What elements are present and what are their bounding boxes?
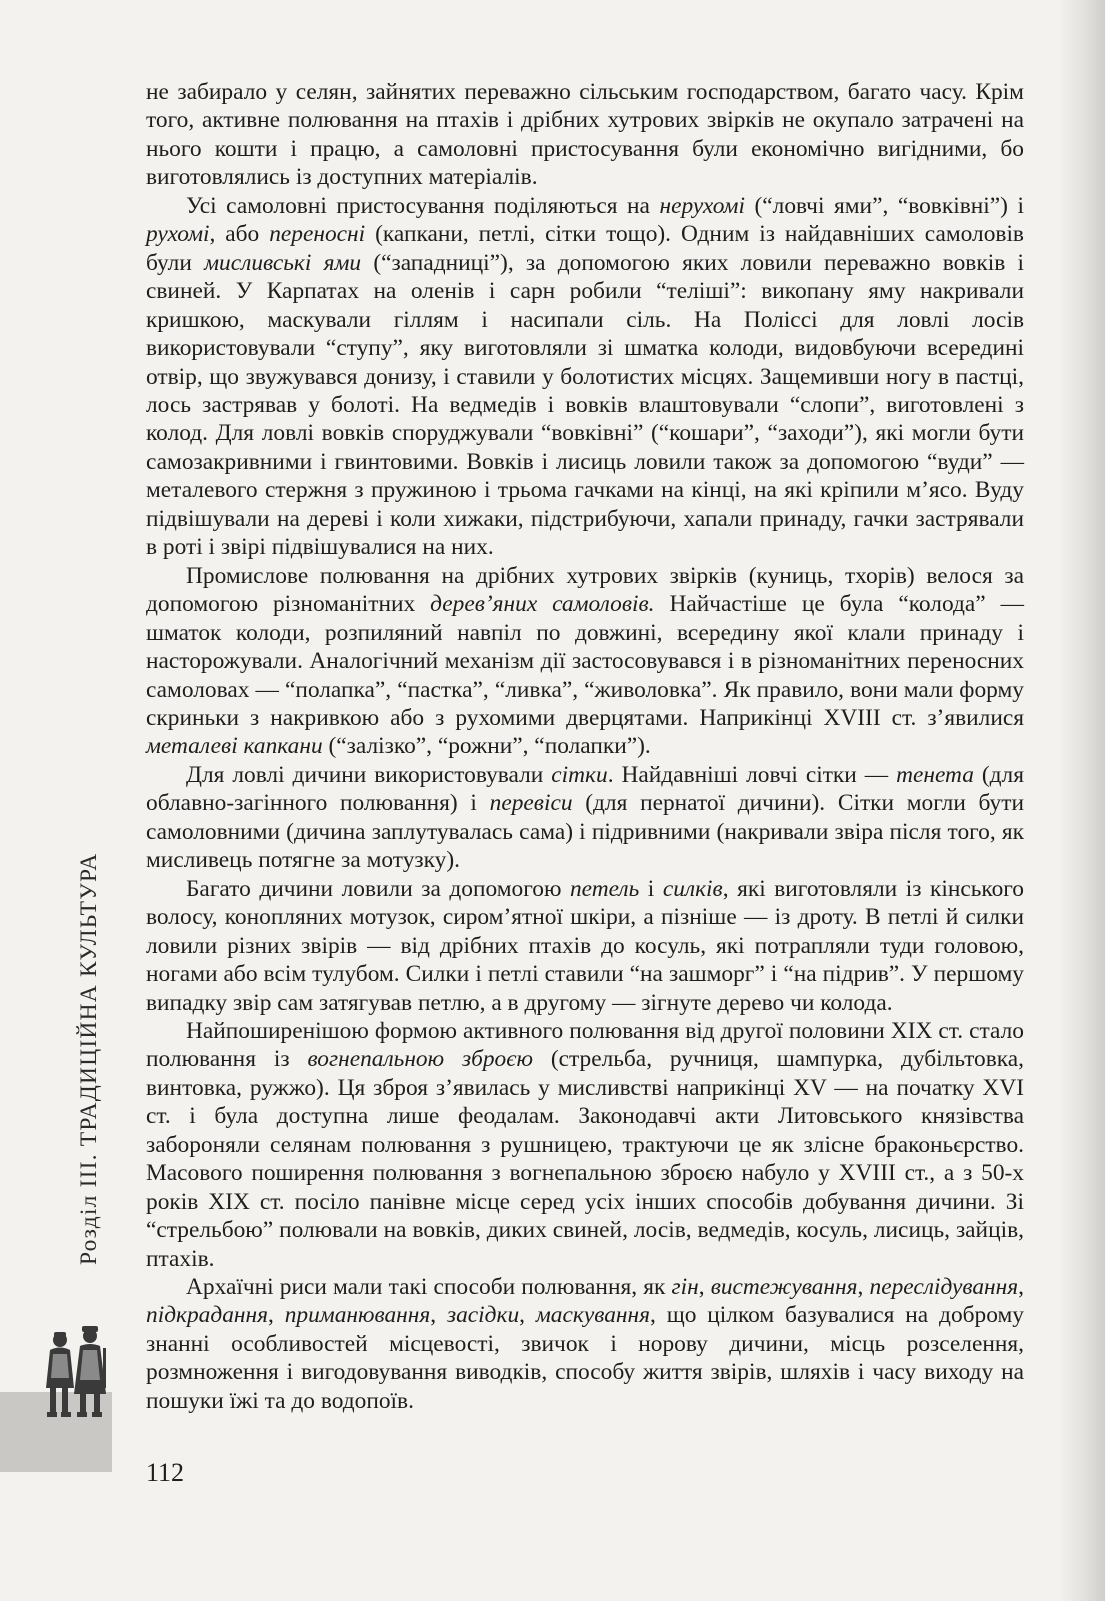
text-run: , які виготовляли із кінського волосу, конопляних мотузок, сиром’ятної шкіри, а пізніше — із дроту. В петлі й силки ловили різних звірів — від дрібних птахів до косуль, які потрапляли туди головою, ногами або всім тулубом. Силки і петлі ставили “на зашморг” і “на підрив”. У першому випадку звір сам затягував петлю, а в другому — зігнуте дерево чи колода. — [146, 875, 1024, 1016]
italic-term: приманювання — [284, 1302, 431, 1329]
paragraph — [146, 192, 1024, 562]
italic-term: вистежування — [710, 1274, 858, 1301]
italic-term: переносні — [269, 221, 366, 248]
italic-term: тенета — [896, 761, 974, 788]
text-run: Промислове полювання на дрібних хутрових звірків (куниць, тхорів) велося за допомогою різноманітних — [146, 562, 1024, 618]
italic-term: маскування — [535, 1302, 650, 1329]
section-side-title: Розділ III. ТРАДИЦІЙНА КУЛЬТУРА — [76, 852, 102, 1265]
text-run: , — [698, 1274, 711, 1301]
italic-term: дерев’яних самоловів. — [430, 591, 655, 618]
text-run: (для облавно-загінного полювання) і — [146, 761, 1024, 817]
paragraph — [146, 562, 1024, 761]
italic-term: засідки — [446, 1302, 520, 1329]
paragraph — [146, 875, 1024, 1017]
text-run: (стрельба, ручниця, шампурка, дубільтовка, винтовка, ружжо). Ця зброя з’явилась у мисливстві наприкінці XV — на початку XVI ст. і була доступна лише феодалам. Законодавчі акти Литовського князівства забороняли селянам полювання з рушницею, трактуючи це як злісне браконьєрство. Масового поширення полювання з вогнепальною зброєю набуло у XVIII ст., а з 50-х років XIX ст. посіло панівне місце серед усіх інших способів добування дичини. Зі “стрельбою” полювали на вовків, диких свиней, лосів, ведмедів, косуль, лисиць, зайців, птахів. — [146, 1046, 1025, 1272]
paragraph — [146, 761, 1024, 875]
paragraph — [146, 78, 1024, 192]
italic-term: вогнепальною зброєю — [307, 1046, 533, 1073]
text-run: (“западниці”), за допомогою яких ловили переважно вовків і свиней. У Карпатах на оленів і сарн робили “теліші”: викопану яму накривали кришкою, маскували гіллям і насипали сіль. На Поліссі для ловлі лосів використовували “ступу”, яку виготовляли зі шматка колоди, видовбуючи всередині отвір, що звужувався донизу, і ставили у болотистих місцях. Защемивши ногу в пастці, лось застрявав у болоті. На ведмедів і вовків влаштовували “слопи”, виготовлені з колод. Для ловлі вовків споруджували “вовківні” (“кошари”, “заходи”), які могли бути самозакривними і гвинтовими. Вовків і лисиць ловили також за допомогою “вуди” — металевого стержня з пружиною і трьома гачками на кінці, на які кріпили м’ясо. Вуду підвішували на дереві і коли хижаки, підстрибуючи, хапали принаду, гачки застрявали в роті і звірі підвішувалися на них. — [146, 249, 1024, 561]
paragraph — [146, 1017, 1024, 1273]
italic-term: мисливські ями — [204, 249, 362, 276]
text-run: , — [267, 1302, 285, 1329]
text-run: (для пернатої дичини). Сітки могли бути самоловними (дичина заплутувалась сама) і підривними (накривали звіра після того, як мисливець потягне за мотузку). — [146, 790, 1024, 874]
italic-term: нерухомі — [659, 192, 745, 219]
text-run: Багато дичини ловили за допомогою — [186, 875, 570, 902]
text-run: , або — [209, 221, 270, 248]
body-text — [146, 78, 1024, 1415]
text-run: Для ловлі дичини використовували — [186, 761, 552, 788]
text-run: (“залізко”, “рожни”, “полапки”). — [322, 733, 651, 760]
italic-term: сітки — [551, 761, 608, 788]
italic-term: петель — [569, 875, 640, 902]
page-number: 112 — [146, 1458, 185, 1487]
text-run: , — [857, 1274, 870, 1301]
italic-term: переслідування — [869, 1274, 1019, 1301]
italic-term: підкрадання — [146, 1302, 268, 1329]
page-edge-shadow — [1059, 0, 1105, 1601]
text-run: (капкани, петлі, сітки тощо). Одним із найдавніших самоловів були — [146, 221, 1024, 276]
text-run: . Найдавніші ловчі сітки — — [607, 761, 897, 788]
italic-term: рухомі — [146, 221, 210, 248]
text-run: не забирало у селян, зайнятих переважно сільським господарством, багато часу. Крім того, активне полювання на птахів і дрібних хутрових звірків не окупало затрачені на нього кошти і працю, а самоловні пристосування були економічно вигідними, бо виготовлялись із доступних матеріалів. — [146, 79, 1024, 191]
text-run: Архаїчні риси мали такі способи полювання, як — [186, 1274, 672, 1301]
text-run: , що цілком базувалися на доброму знанні особливостей місцевості, звичок і норову дичини, місць розселення, розмноження і вигодовування виводків, способу життя звірів, шляхів і часу виходу на пошуки їжі та до водопоїв. — [146, 1302, 1024, 1414]
text-run: , — [430, 1302, 447, 1329]
text-run: Усі самоловні пристосування поділяються на — [186, 192, 660, 219]
text-run: і — [639, 875, 663, 902]
text-run: Найпоширенішою формою активного полювання від другої половини XIX ст. стало полювання із — [146, 1017, 1024, 1073]
italic-term: металеві капкани — [146, 733, 323, 760]
paragraph — [146, 1273, 1024, 1415]
text-run: (“ловчі ями”, “вовківні”) і — [744, 192, 1024, 219]
italic-term: перевіси — [489, 790, 573, 817]
text-run: , — [519, 1302, 536, 1329]
italic-term: силків — [662, 875, 723, 902]
text-run: , — [1018, 1274, 1024, 1301]
folk-figures-illustration — [40, 1318, 112, 1426]
text-run: Найчастіше це була “колода” — шматок колоди, розпиляний навпіл по довжині, всередину якої клали принаду і насторожували. Аналогічний механізм дії застосовувався і в різноманітних переносних самоловах — “полапка”, “пастка”, “ливка”, “живоловка”. Як правило, вони мали форму скриньки з накривкою або з рухомими дверцятами. Наприкінці XVIII ст. з’явилися — [146, 591, 1024, 731]
italic-term: гін — [671, 1274, 699, 1301]
